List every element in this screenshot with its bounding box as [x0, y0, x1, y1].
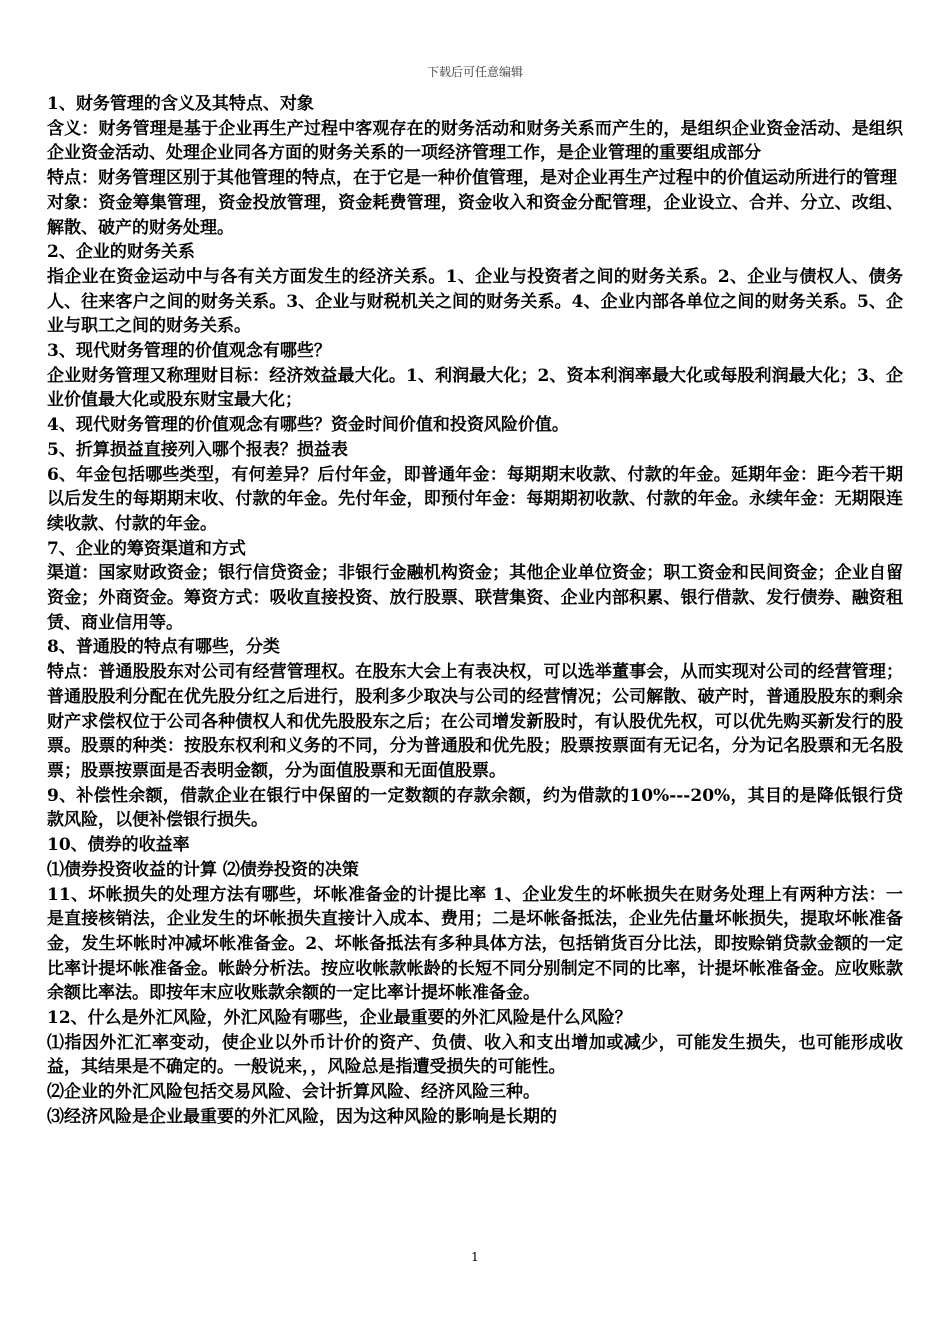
paragraph-fx-risk-3: ⑶经济风险是企业最重要的外汇风险，因为这种风险的影响是长期的 — [47, 1106, 557, 1127]
heading-q2: 2、企业的财务关系 — [47, 242, 195, 263]
document-body — [47, 92, 903, 1130]
heading-q3: 3、现代财务管理的价值观念有哪些？ — [47, 341, 331, 362]
heading-q8: 8、普通股的特点有哪些，分类 — [47, 637, 280, 658]
paragraph-q4: 4、现代财务管理的价值观念有哪些？资金时间价值和投资风险价值。 — [47, 415, 569, 436]
page-number: 1 — [471, 1250, 479, 1264]
paragraph-fx-risk-1: ⑴指因外汇汇率变动，使企业以外币计价的资产、负债、收入和支出增加或减少，可能发生损失，也可能形成收益，其结果是不确定的。一般说来，，风险总是指遭受损失的可能性。 — [47, 1032, 903, 1078]
paragraph-financial-goals: 企业财务管理又称理财目标：经济效益最大化。1、利润最大化；2、资本利润率最大化或每股利润最大化；3、企业价值最大化或股东财宝最大化； — [47, 365, 903, 411]
paragraph-q5: 5、折算损益直接列入哪个报表？损益表 — [47, 439, 348, 460]
heading-q1: 1、财务管理的含义及其特点、对象 — [47, 94, 314, 114]
heading-q7: 7、企业的筹资渠道和方式 — [47, 538, 246, 559]
paragraph-q11-bad-debt: 11、坏帐损失的处理方法有哪些，坏帐准备金的计提比率 1、企业发生的坏帐损失在财务处理上有两种方法：一是直接核销法，企业发生的坏帐损失直接计入成本、费用；二是坏帐备抵法，企业先估量坏帐损失，提取坏帐准备金，发生坏帐时冲减坏帐准备金。2、坏帐备抵法有多种具体方法，包括销货百分比法，即按赊销贷款金额的一定比率计提坏帐准备金。帐龄分析法。按应收帐款帐龄的长短不同分别制定不同的比率，计提坏帐准备金。应收账款余额比率法。即按年末应收账款余额的一定比率计提坏帐准备金。 — [47, 884, 903, 1004]
paragraph-financial-relations: 指企业在资金运动中与各有关方面发生的经济关系。1、企业与投资者之间的财务关系。2、企业与债权人、债务人、往来客户之间的财务关系。3、企业与财税机关之间的财务关系。4、企业内部各单位之间的财务关系。5、企业与职工之间的财务关系。 — [47, 266, 903, 337]
paragraph-objects: 对象：资金筹集管理，资金投放管理，资金耗费管理，资金收入和资金分配管理，企业设立、合并、分立、改组、解散、破产的财务处理。 — [47, 192, 903, 238]
heading-q10: 10、债券的收益率 — [47, 835, 190, 856]
paragraph-characteristics: 特点：财务管理区别于其他管理的特点，在于它是一种价值管理，是对企业再生产过程中的价值运动所进行的管理 — [47, 168, 897, 189]
paragraph-definition: 含义：财务管理是基于企业再生产过程中客观存在的财务活动和财务关系而产生的，是组织企业资金活动、是组织企业资金活动、处理企业同各方面的财务关系的一项经济管理工作，是企业管理的重要组成部分 — [47, 118, 903, 164]
paragraph-financing-channels: 渠道：国家财政资金；银行信贷资金；非银行金融机构资金；其他企业单位资金；职工资金和民间资金；企业自留资金；外商资金。筹资方式：吸收直接投资、放行股票、联营集资、企业内部积累、银行借款、发行债券、融资租赁、商业信用等。 — [47, 563, 903, 633]
paragraph-q6-annuity: 6、年金包括哪些类型，有何差异？后付年金，即普通年金：每期期末收款、付款的年金。延期年金：距今若干期以后发生的每期期末收、付款的年金。先付年金，即预付年金：每期期初收款、付款的年金。永续年金：无期限连续收款、付款的年金。 — [47, 464, 903, 534]
paragraph-q9-compensating-balance: 9、补偿性余额，借款企业在银行中保留的一定数额的存款余额，约为借款的10%---20%，其目的是降低银行贷款风险，以便补偿银行损失。 — [47, 785, 903, 831]
page-header: 下载后可任意编辑 — [426, 65, 523, 79]
paragraph-common-stock: 特点：普通股股东对公司有经营管理权。在股东大会上有表决权，可以选举董事会，从而实现对公司的经营管理；普通股股利分配在优先股分红之后进行，股利多少取决与公司的经营情况；公司解散、破产时，普通股股东的剩余财产求偿权位于公司各种债权人和优先股股东之后；在公司增发新股时，有认股优先权，可以优先购买新发行的股票。股票的种类：按股东权利和义务的不同，分为普通股和优先股；股票按票面有无记名，分为记名股票和无名股票；股票按票面是否表明金额，分为面值股票和无面值股票。 — [47, 662, 903, 781]
heading-q12: 12、什么是外汇风险，外汇风险有哪些，企业最重要的外汇风险是什么风险？ — [47, 1008, 632, 1029]
paragraph-fx-risk-2: ⑵企业的外汇风险包括交易风险、会计折算风险、经济风险三种。 — [47, 1082, 540, 1103]
paragraph-bond-yield: ⑴债券投资收益的计算 ⑵债券投资的决策 — [47, 859, 359, 880]
